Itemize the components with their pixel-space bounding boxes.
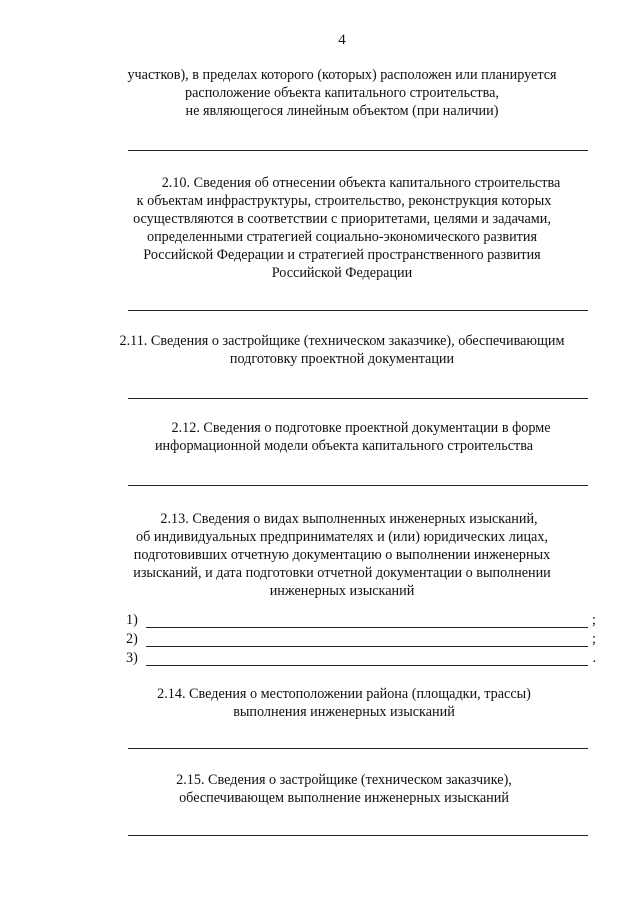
section-2-10-line-3: осуществляются в соответствии с приоритетами, целями и задачами, bbox=[133, 211, 551, 227]
list-item-number: 1) bbox=[126, 612, 138, 628]
section-2-10-line-5: Российской Федерации и стратегией пространственного развития bbox=[143, 247, 541, 263]
list-item-terminator: . bbox=[592, 650, 596, 666]
fill-in-line-2-14 bbox=[128, 748, 588, 749]
list-item-fill-line bbox=[146, 646, 588, 647]
fill-in-line-intro bbox=[128, 150, 588, 151]
section-2-12-line-2: информационной модели объекта капитального строительства bbox=[154, 438, 534, 454]
section-2-12-heading: 2.12. Сведения о подготовке проектной документации в форме bbox=[171, 420, 551, 436]
fill-in-line-2-10 bbox=[128, 310, 588, 311]
list-item-3 bbox=[126, 650, 596, 668]
list-item-terminator: ; bbox=[592, 612, 596, 628]
section-2-13-line-3: подготовивших отчетную документацию о выполнении инженерных bbox=[133, 547, 551, 563]
fill-in-line-2-12 bbox=[128, 485, 588, 486]
section-2-15-line-2: обеспечивающем выполнение инженерных изысканий bbox=[179, 790, 509, 806]
intro-line-1: участков), в пределах которого (которых) расположен или планируется bbox=[127, 67, 557, 83]
section-2-14-heading: 2.14. Сведения о местоположении района (площадки, трассы) bbox=[157, 686, 531, 702]
fill-in-line-2-11 bbox=[128, 398, 588, 399]
list-item-1 bbox=[126, 612, 596, 630]
section-2-11-heading: 2.11. Сведения о застройщике (техническом заказчике), обеспечивающим bbox=[119, 333, 565, 349]
section-2-15-heading: 2.15. Сведения о застройщике (техническом заказчике), bbox=[176, 772, 512, 788]
list-item-number: 3) bbox=[126, 650, 138, 666]
section-2-10-heading: 2.10. Сведения об отнесении объекта капитального строительства bbox=[161, 175, 561, 191]
section-2-13-heading: 2.13. Сведения о видах выполненных инженерных изысканий, bbox=[160, 511, 538, 527]
intro-line-3: не являющегося линейным объектом (при наличии) bbox=[185, 103, 499, 119]
list-item-terminator: ; bbox=[592, 631, 596, 647]
page-number: 4 bbox=[338, 32, 346, 48]
section-2-10-line-4: определенными стратегией социально-экономического развития bbox=[146, 229, 538, 245]
section-2-14-line-2: выполнения инженерных изысканий bbox=[233, 704, 455, 720]
list-item-number: 2) bbox=[126, 631, 138, 647]
section-2-10-line-2: к объектам инфраструктуры, строительство, реконструкция которых bbox=[136, 193, 552, 209]
section-2-13-line-5: инженерных изысканий bbox=[269, 583, 415, 599]
list-item-fill-line bbox=[146, 665, 588, 666]
list-item-2 bbox=[126, 631, 596, 649]
intro-line-2: расположение объекта капитального строительства, bbox=[185, 85, 499, 101]
section-2-10-line-6: Российской Федерации bbox=[271, 265, 413, 281]
section-2-13-line-4: изысканий, и дата подготовки отчетной документации о выполнении bbox=[133, 565, 551, 581]
section-2-11-line-2: подготовку проектной документации bbox=[229, 351, 455, 367]
section-2-13-line-2: об индивидуальных предпринимателях и (или) юридических лицах, bbox=[136, 529, 548, 545]
fill-in-line-2-15 bbox=[128, 835, 588, 836]
list-item-fill-line bbox=[146, 627, 588, 628]
